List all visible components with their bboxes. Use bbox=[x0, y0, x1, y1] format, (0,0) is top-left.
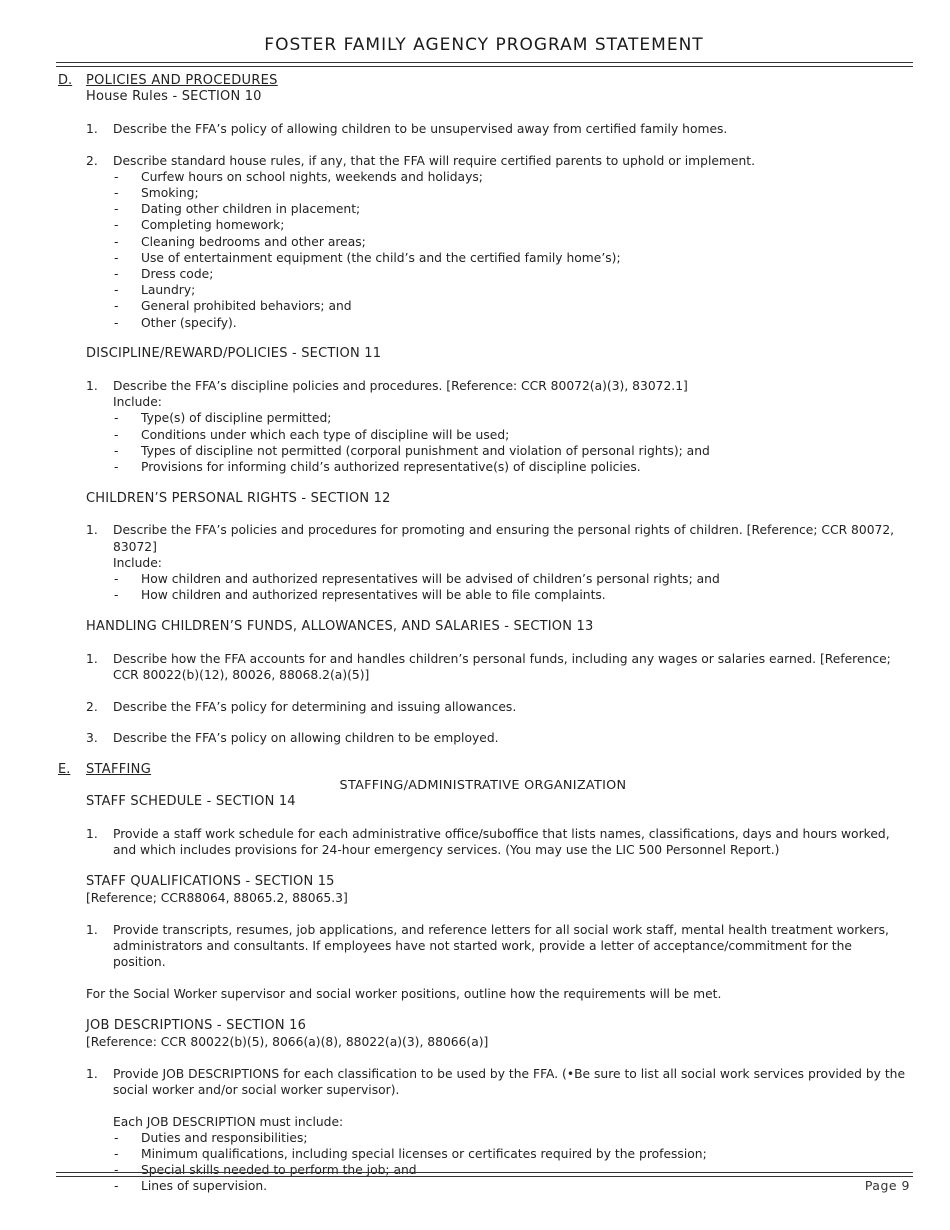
list-item: - Conditions under which each type of discipline will be used; bbox=[114, 427, 510, 442]
subsection-heading: JOB DESCRIPTIONS - SECTION 16 bbox=[86, 1017, 307, 1033]
bullet-list bbox=[0, 571, 950, 603]
subsection-heading: HANDLING CHILDREN’S FUNDS, ALLOWANCES, AND SALARIES - SECTION 13 bbox=[86, 618, 594, 634]
section-d-heading bbox=[0, 73, 950, 89]
section-title: POLICIES AND PROCEDURES bbox=[86, 73, 278, 88]
include-label: Include: bbox=[113, 555, 162, 570]
numbered-item: 1. Describe the FFA’s policy of allowing children to be unsupervised away from certified family homes. bbox=[86, 121, 728, 136]
section-letter: D. bbox=[58, 73, 73, 88]
bullet-list bbox=[0, 410, 950, 475]
list-item: - Completing homework; bbox=[114, 218, 285, 233]
reference: [Reference: CCR 80022(b)(5), 8066(a)(8), 88022(a)(3), 88066(a)] bbox=[86, 1034, 489, 1049]
list-item: - Provisions for informing child’s authorized representative(s) of discipline policies. bbox=[114, 460, 641, 475]
numbered-item: 1. Provide JOB DESCRIPTIONS for each classification to be used by the FFA. (•Be sure to list all social work services provided by the social worker and/or social worker supervisor). bbox=[86, 1066, 906, 1097]
subsection-heading: STAFF SCHEDULE - SECTION 14 bbox=[86, 794, 296, 810]
header-rule-bottom bbox=[56, 66, 913, 67]
page-title: FOSTER FAMILY AGENCY PROGRAM STATEMENT bbox=[264, 35, 704, 55]
subsection-heading: DISCIPLINE/REWARD/POLICIES - SECTION 11 bbox=[86, 346, 382, 362]
numbered-item: 1. Describe the FFA’s discipline policies and procedures. [Reference: CCR 80072(a)(3), 83072.1] bbox=[86, 379, 688, 394]
list-item: - Curfew hours on school nights, weekends and holidays; bbox=[114, 169, 483, 184]
list-item: - Duties and responsibilities; bbox=[114, 1130, 308, 1145]
subsection-heading: CHILDREN’S PERSONAL RIGHTS - SECTION 12 bbox=[86, 490, 391, 506]
numbered-item: 1. Describe the FFA’s policies and procedures for promoting and ensuring the personal rights of children. [Reference; CCR 80072, 83072] bbox=[86, 523, 895, 554]
numbered-item: 1. Provide a staff work schedule for each administrative office/suboffice that lists names, classifications, days and hours worked, and which includes provisions for 24-hour emergency services. (You may use the LIC 500 Personnel Report.) bbox=[86, 827, 890, 858]
section-letter: E. bbox=[58, 762, 71, 777]
numbered-item: 1. Provide transcripts, resumes, job applications, and reference letters for all social work staff, mental health treatment workers, administrators and consultants. If employees have not started work, provide a letter of acceptance/commitment for the position. bbox=[86, 922, 889, 970]
list-item: - How children and authorized representatives will be advised of children’s personal rights; and bbox=[114, 572, 720, 587]
list-item: - Type(s) of discipline permitted; bbox=[114, 411, 332, 426]
section-title: STAFFING bbox=[86, 762, 152, 777]
list-item: - Special skills needed to perform the job; and bbox=[114, 1163, 417, 1178]
include-label: Include: bbox=[113, 395, 162, 410]
bullet-list bbox=[0, 169, 950, 331]
page-number: Page 9 bbox=[864, 1178, 910, 1193]
list-item: - Laundry; bbox=[114, 283, 196, 298]
list-item: - Lines of supervision. bbox=[114, 1179, 268, 1194]
document-body bbox=[0, 73, 950, 1195]
reference: [Reference; CCR88064, 88065.2, 88065.3] bbox=[86, 891, 348, 906]
numbered-item: 1. Describe how the FFA accounts for and handles children’s personal funds, including any wages or salaries earned. [Reference; CCR 80022(b)(12), 80026, 88068.2(a)(5)] bbox=[86, 651, 891, 682]
footer-rule-top bbox=[56, 1172, 913, 1173]
subsection-heading: STAFF QUALIFICATIONS - SECTION 15 bbox=[86, 874, 335, 890]
subsection-heading: House Rules - SECTION 10 bbox=[86, 89, 262, 105]
bullet-list bbox=[0, 1130, 950, 1195]
list-item: - Dress code; bbox=[114, 267, 214, 282]
footer-rule-bottom bbox=[56, 1176, 913, 1177]
header-rule-top bbox=[56, 62, 913, 63]
must-include-label: Each JOB DESCRIPTION must include: bbox=[113, 1114, 344, 1129]
numbered-item: 3. Describe the FFA’s policy on allowing children to be employed. bbox=[86, 731, 499, 746]
list-item: - Minimum qualifications, including special licenses or certificates required by the profession; bbox=[114, 1146, 707, 1161]
centered-heading: STAFFING/ADMINISTRATIVE ORGANIZATION bbox=[339, 778, 627, 794]
list-item: - Dating other children in placement; bbox=[114, 202, 361, 217]
list-item: - General prohibited behaviors; and bbox=[114, 299, 352, 314]
list-item: - Smoking; bbox=[114, 186, 199, 201]
list-item: - Use of entertainment equipment (the child’s and the certified family home’s); bbox=[114, 250, 621, 265]
numbered-item: 2. Describe standard house rules, if any, that the FFA will require certified parents to uphold or implement. bbox=[86, 153, 755, 168]
list-item: - Types of discipline not permitted (corporal punishment and violation of personal rights); and bbox=[114, 443, 710, 458]
note-paragraph: For the Social Worker supervisor and social worker positions, outline how the requirements will be met. bbox=[86, 987, 722, 1002]
list-item: - How children and authorized representatives will be able to file complaints. bbox=[114, 588, 606, 603]
list-item: - Cleaning bedrooms and other areas; bbox=[114, 234, 366, 249]
section-e-heading bbox=[0, 762, 950, 778]
numbered-item: 2. Describe the FFA’s policy for determining and issuing allowances. bbox=[86, 699, 517, 714]
list-item: - Other (specify). bbox=[114, 315, 237, 330]
